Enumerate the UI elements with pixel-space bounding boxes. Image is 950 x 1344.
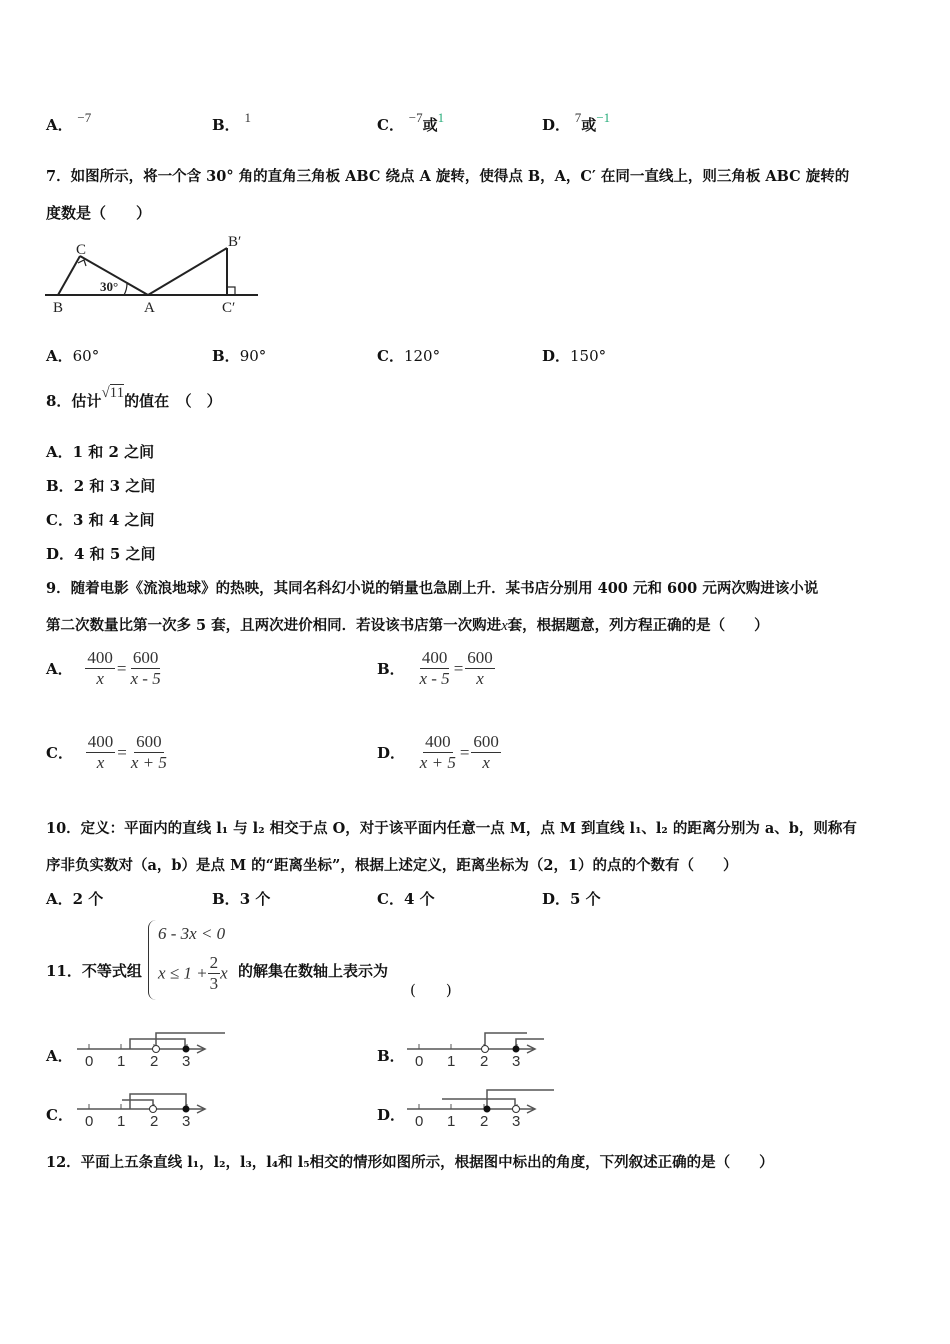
- right-angle-mark-c-prime: [227, 287, 235, 295]
- q11-number-line-a[interactable]: [72, 1025, 232, 1075]
- q8-option-d[interactable]: [46, 543, 156, 564]
- q6-b-value: 1: [244, 110, 251, 125]
- q10-d-text: 5 个: [570, 890, 601, 908]
- svg-text:1: 1: [117, 1053, 126, 1070]
- q7-c-text: 120°: [403, 347, 441, 365]
- open-circle: [482, 1046, 489, 1053]
- q9-option-b[interactable]: [377, 648, 495, 689]
- q7-option-a[interactable]: [46, 345, 99, 366]
- q11-option-a-label[interactable]: A．: [46, 1047, 73, 1065]
- q8-d-label: D．: [46, 545, 75, 563]
- svg-text:2: 2: [480, 1113, 489, 1130]
- svg-text:0: 0: [415, 1113, 424, 1130]
- q9-variable-x: x: [501, 618, 508, 634]
- q8-d-text: 4 和 5 之间: [74, 545, 156, 563]
- svg-text:1: 1: [447, 1113, 456, 1130]
- q10-question-line-2: 序非负实数对（a，b）是点 M 的“距离坐标”，根据上述定义，距离坐标为（2，1）的点的个数有（ ）: [46, 857, 738, 874]
- q6-option-d[interactable]: [542, 110, 611, 135]
- denominator: 3: [209, 974, 219, 993]
- numerator: 600: [473, 732, 499, 751]
- q7-d-label: D．: [542, 347, 571, 365]
- q6-c-value-2: 1: [437, 110, 445, 125]
- q8-a-text: 1 和 2 之间: [72, 443, 155, 461]
- q9-b-fraction-right: [465, 648, 495, 689]
- q9-a-fraction-right: [129, 648, 163, 689]
- label-a: A: [144, 300, 155, 316]
- q6-option-a[interactable]: [46, 110, 92, 135]
- q11-inequality-2: [158, 953, 228, 994]
- q7-d-text: 150°: [570, 347, 607, 365]
- q6-d-label: D．: [542, 116, 571, 134]
- q11-number-line-c[interactable]: [72, 1085, 232, 1135]
- q6-d-value-2: −1: [596, 110, 611, 125]
- q6-c-label: C．: [377, 116, 404, 134]
- numerator: 400: [87, 648, 113, 667]
- numerator: 2: [209, 953, 219, 972]
- q6-c-or: 或: [422, 116, 438, 134]
- q7-c-label: C．: [377, 347, 404, 365]
- ineq2-fraction: [208, 953, 221, 994]
- q8-b-text: 2 和 3 之间: [73, 477, 156, 495]
- angle-arc-a: [124, 283, 127, 295]
- q10-c-text: 4 个: [403, 890, 435, 908]
- equals-sign: =: [453, 658, 464, 678]
- q8-radicand: 11: [109, 385, 125, 401]
- label-b-prime: B′: [228, 234, 242, 250]
- denominator: x: [96, 753, 105, 772]
- q11-option-c-label[interactable]: C．: [46, 1106, 73, 1124]
- q8-option-c[interactable]: [46, 509, 155, 530]
- q9-c-fraction-left: [86, 732, 116, 773]
- svg-text:3: 3: [182, 1053, 191, 1070]
- q9-option-d[interactable]: [377, 732, 501, 773]
- right-angle-mark-c: [78, 260, 86, 266]
- q12-question-line-1: 12．平面上五条直线 l₁，l₂，l₃，l₄和 l₅相交的情形如图所示，根据图中标出的角度，下列叙述正确的是（ ）: [46, 1154, 774, 1171]
- q7-question-line-1: 7．如图所示，将一个含 30° 角的直角三角板 ABC 绕点 A 旋转，使得点 B，A，C′ 在同一直线上，则三角板 ABC 旋转的: [46, 168, 850, 185]
- q9-d-fraction-right: [471, 732, 501, 773]
- q6-a-value: −7: [77, 110, 92, 125]
- q9-a-fraction-left: [85, 648, 115, 689]
- open-circle: [513, 1106, 520, 1113]
- q9-b-fraction-left: [417, 648, 451, 689]
- q7-b-text: 90°: [239, 347, 267, 365]
- denominator: x - 5: [130, 669, 161, 688]
- q6-option-b[interactable]: [212, 110, 251, 135]
- q7-option-b[interactable]: [212, 345, 266, 366]
- label-b: B: [53, 300, 64, 316]
- filled-circle: [183, 1046, 190, 1053]
- svg-text:3: 3: [512, 1053, 521, 1070]
- denominator: x: [482, 753, 490, 772]
- q9-d-fraction-left: [418, 732, 458, 773]
- svg-text:0: 0: [85, 1053, 94, 1070]
- q11-option-d-label[interactable]: D．: [377, 1106, 406, 1124]
- q10-a-text: 2 个: [72, 890, 104, 908]
- denominator: x: [476, 669, 484, 688]
- q10-b-label: B．: [212, 890, 240, 908]
- q11-number-line-d[interactable]: [402, 1085, 562, 1135]
- q10-a-label: A．: [46, 890, 73, 908]
- ineq2-pre: x ≤ 1 +: [158, 963, 208, 983]
- q9-line2-pre: 第二次数量比第一次多 5 套，且两次进价相同．若设该书店第一次购进: [46, 617, 502, 634]
- svg-text:1: 1: [117, 1113, 126, 1130]
- denominator: x + 5: [419, 753, 456, 772]
- q11-suffix: 的解集在数轴上表示为: [238, 962, 389, 980]
- q6-c-value-1: −7: [408, 110, 423, 125]
- q11-number-line-b[interactable]: [402, 1025, 562, 1075]
- label-c-prime: C′: [222, 300, 236, 316]
- denominator: x - 5: [419, 669, 450, 688]
- q6-b-label: B．: [212, 116, 240, 134]
- q8-c-text: 3 和 4 之间: [72, 511, 155, 529]
- q9-b-label: B．: [377, 660, 405, 678]
- q11-prefix: 11．不等式组: [46, 962, 142, 980]
- svg-text:2: 2: [150, 1113, 159, 1130]
- denominator: x: [96, 669, 104, 688]
- equals-sign: =: [117, 742, 127, 762]
- q9-question-line-1: 9．随着电影《流浪地球》的热映，其同名科幻小说的销量也急剧上升．某书店分别用 400 元和 600 元两次购进该小说: [46, 580, 819, 597]
- q9-option-a[interactable]: [46, 648, 163, 689]
- numerator: 400: [421, 648, 448, 667]
- q9-line2-post: 套，根据题意，列方程正确的是（ ）: [507, 617, 769, 634]
- equals-sign: =: [459, 742, 470, 762]
- q8-option-a[interactable]: [46, 441, 154, 462]
- svg-text:2: 2: [150, 1053, 159, 1070]
- filled-circle: [484, 1106, 491, 1113]
- q11-paren: ( ): [410, 981, 452, 999]
- segment-ab-prime: [148, 248, 227, 295]
- q7-a-text: 60°: [72, 347, 100, 365]
- q10-option-d[interactable]: [542, 888, 601, 909]
- q8-a-label: A．: [46, 443, 73, 461]
- q7-a-label: A．: [46, 347, 73, 365]
- open-circle: [153, 1046, 160, 1053]
- label-30-degrees: 30°: [100, 279, 119, 294]
- svg-text:3: 3: [182, 1113, 191, 1130]
- filled-circle: [183, 1106, 190, 1113]
- q7-triangle-figure: [40, 228, 270, 318]
- svg-text:2: 2: [480, 1053, 489, 1070]
- q9-question-line-2: [46, 614, 769, 635]
- numerator: 400: [87, 732, 114, 751]
- q6-option-c[interactable]: [377, 110, 445, 135]
- q10-c-label: C．: [377, 890, 404, 908]
- filled-circle: [513, 1046, 520, 1053]
- q7-question-line-2: 度数是（ ）: [46, 204, 152, 222]
- q8-question: [46, 385, 222, 411]
- svg-text:3: 3: [512, 1113, 521, 1130]
- numerator: 400: [425, 732, 451, 751]
- numerator: 600: [136, 732, 162, 751]
- q8-option-b[interactable]: [46, 475, 155, 496]
- q10-option-b[interactable]: [212, 888, 270, 909]
- svg-text:1: 1: [447, 1053, 456, 1070]
- q8-c-label: C．: [46, 511, 73, 529]
- q8-prefix: 8．估计: [46, 392, 102, 410]
- denominator: x + 5: [130, 753, 167, 772]
- q7-b-label: B．: [212, 347, 240, 365]
- q10-question-line-1: 10．定义：平面内的直线 l₁ 与 l₂ 相交于点 O，对于该平面内任意一点 M，点 M 到直线 l₁、l₂ 的距离分别为 a、b，则称有: [46, 820, 857, 837]
- q6-d-or: 或: [581, 116, 597, 134]
- q9-option-c[interactable]: [46, 732, 169, 773]
- q11-option-b-label[interactable]: B．: [377, 1047, 405, 1065]
- q7-option-c[interactable]: [377, 345, 440, 366]
- label-c: C: [76, 242, 87, 258]
- q10-b-text: 3 个: [239, 890, 271, 908]
- q7-option-d[interactable]: [542, 345, 606, 366]
- q8-b-label: B．: [46, 477, 74, 495]
- equals-sign: =: [116, 658, 127, 678]
- open-circle: [150, 1106, 157, 1113]
- q10-d-label: D．: [542, 890, 571, 908]
- numerator: 600: [467, 648, 493, 667]
- q8-suffix: 的值在 （ ）: [124, 392, 222, 410]
- numerator: 600: [132, 648, 159, 667]
- svg-text:0: 0: [415, 1053, 424, 1070]
- svg-text:0: 0: [85, 1113, 94, 1130]
- q9-a-label: A．: [46, 660, 73, 678]
- q9-d-label: D．: [377, 744, 406, 762]
- q10-option-c[interactable]: [377, 888, 435, 909]
- sqrt-symbol: √11: [101, 385, 125, 401]
- q6-a-label: A．: [46, 116, 73, 134]
- q10-option-a[interactable]: [46, 888, 103, 909]
- q6-d-value-1: 7: [574, 110, 582, 125]
- q9-c-fraction-right: [129, 732, 169, 773]
- ineq2-post: x: [220, 963, 228, 983]
- q9-c-label: C．: [46, 744, 73, 762]
- segment-bc: [58, 256, 80, 295]
- q11-inequality-1: 6 - 3x < 0: [158, 924, 226, 943]
